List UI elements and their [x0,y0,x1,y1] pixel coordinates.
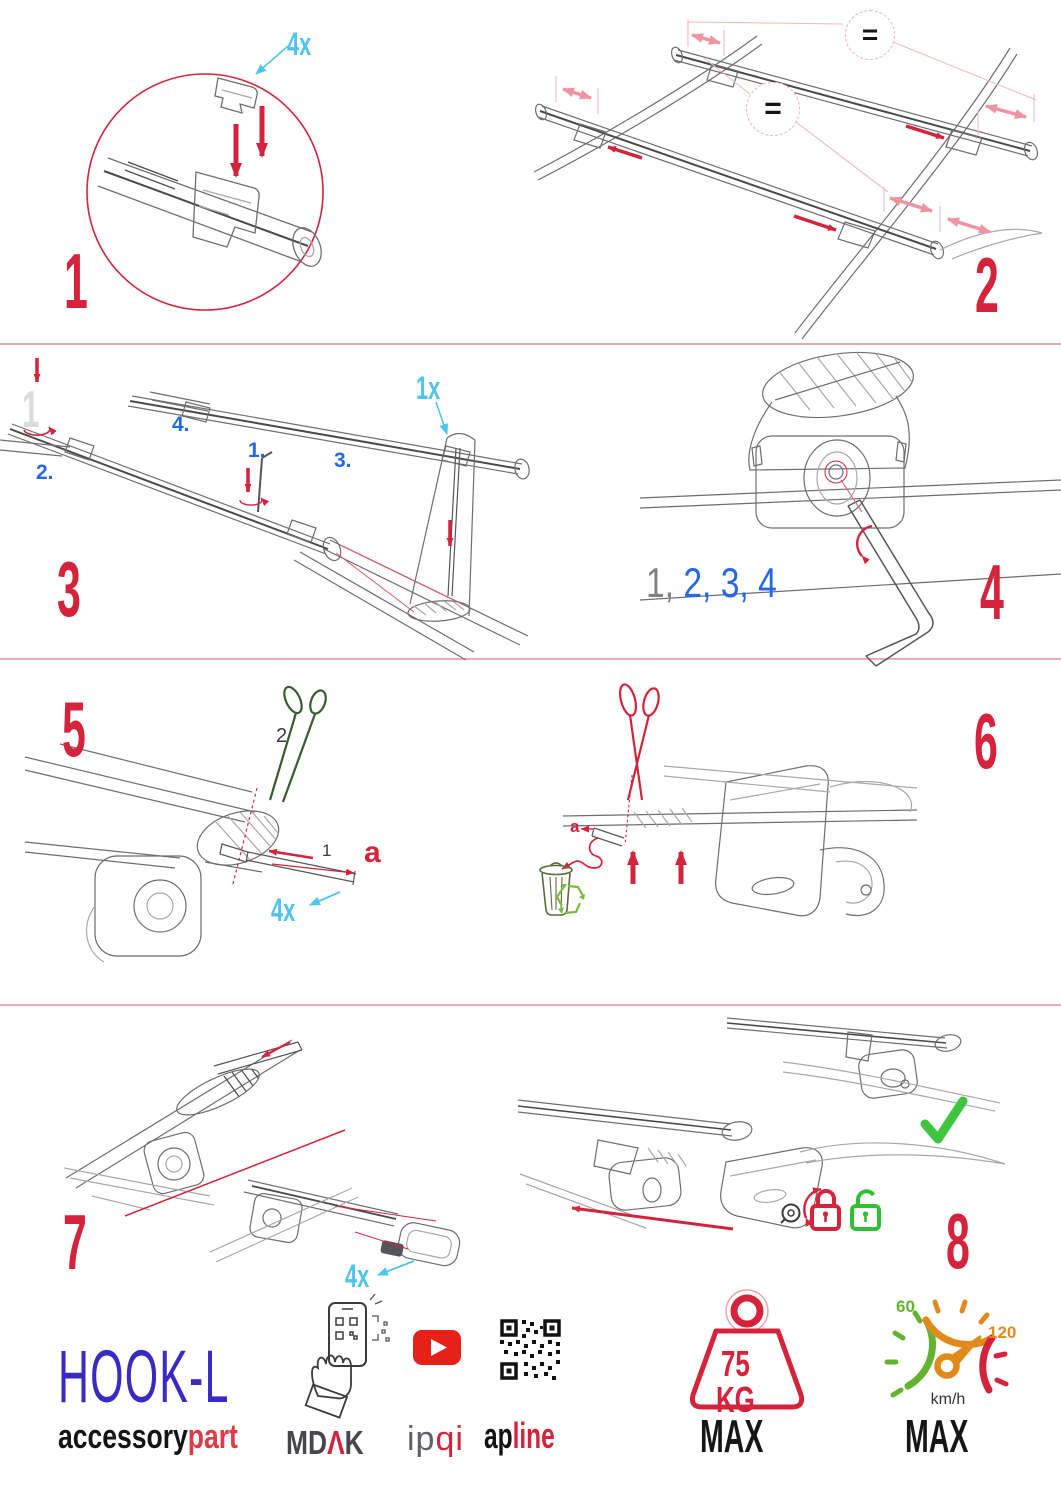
qty-label-1x: 1x [416,370,441,406]
trash-bin-icon [540,863,572,915]
step2-illustration [534,20,1042,339]
qty-leader-line [436,402,447,434]
brand-logo-black: accessory [58,1418,188,1456]
key-icon [781,1205,800,1224]
dimension-label-a: a [570,817,580,836]
qty-label-4x: 4x [271,892,296,928]
mdak-logo-part: K [344,1424,364,1461]
max-weight-value: 75 KG [715,1343,755,1420]
step-number-7: 7 [63,1198,87,1286]
step6-illustration [540,683,917,916]
detail-circle [87,74,323,310]
lock-cover [721,1148,823,1228]
mdak-logo-part: MD [286,1424,328,1461]
step1-illustration [87,46,327,310]
lock-open-icon [852,1191,879,1229]
product-name: HOOK-L [58,1335,230,1418]
speed-unit-label: km/h [930,1391,966,1408]
apline-logo-part: ap [484,1415,513,1456]
ghost-step-numeral: 1 [22,381,40,439]
ipqi-logo-part: qi [435,1420,464,1458]
end-cap [396,1220,462,1268]
substep-label-2: 2. [36,461,54,484]
sequence-todo: 2, 3, 4 [674,559,777,606]
step-number-6: 6 [974,697,998,785]
qty-leader-line [256,46,288,74]
step-number-8: 8 [946,1197,970,1285]
equal-spacing-arrows [563,35,1026,232]
tighten-arrows [24,358,450,546]
slide-arrows [608,126,944,230]
max-speed-label: MAX [905,1410,969,1462]
qr-code [500,1320,560,1380]
step-number-4: 4 [980,548,1004,636]
speed-tick-60: 60 [896,1297,915,1316]
discard-leader [562,838,602,869]
check-icon [925,1101,963,1139]
ipqi-logo [407,1422,464,1456]
apline-logo [484,1415,555,1456]
qty-leader-line [310,892,340,905]
slide-cover-arrow [572,1208,733,1229]
sequence-done: 1, [646,559,675,606]
cut-order-label: 2 [276,725,288,747]
substep-label-1: 1. [248,439,266,462]
mdak-logo [286,1426,364,1459]
speed-tick-120: 120 [988,1323,1017,1342]
step7-illustration [64,1040,462,1275]
step-number-2: 2 [975,241,999,329]
substep-label-3: 3. [334,449,352,472]
qr-scan-phone-icon [306,1294,389,1418]
qty-label-4x: 4x [287,26,312,62]
step-number-1: 1 [64,237,88,325]
qty-label-4x: 4x [345,1258,370,1294]
qty-leader-line [378,1261,414,1275]
max-weight-label: MAX [700,1410,764,1462]
tighten-sequence [646,559,777,606]
step-number-3: 3 [57,545,81,633]
step8-illustration [518,1018,1005,1229]
equal-spacing-badge: = [746,82,800,136]
strip-order-label: 1 [322,841,332,860]
equal-spacing-badge: = [845,10,895,60]
dimension-label-a: a [364,836,381,869]
step-number-5: 5 [62,685,86,773]
scissors-icon [617,683,661,800]
brand-logo-red: part [187,1418,238,1456]
apline-logo-part: line [512,1415,555,1456]
youtube-icon [413,1330,461,1365]
ipqi-logo-part: ip [407,1420,436,1458]
mdak-logo-part: Λ [327,1424,345,1461]
brand-logo [58,1420,238,1454]
substep-label-4: 4. [172,413,190,436]
